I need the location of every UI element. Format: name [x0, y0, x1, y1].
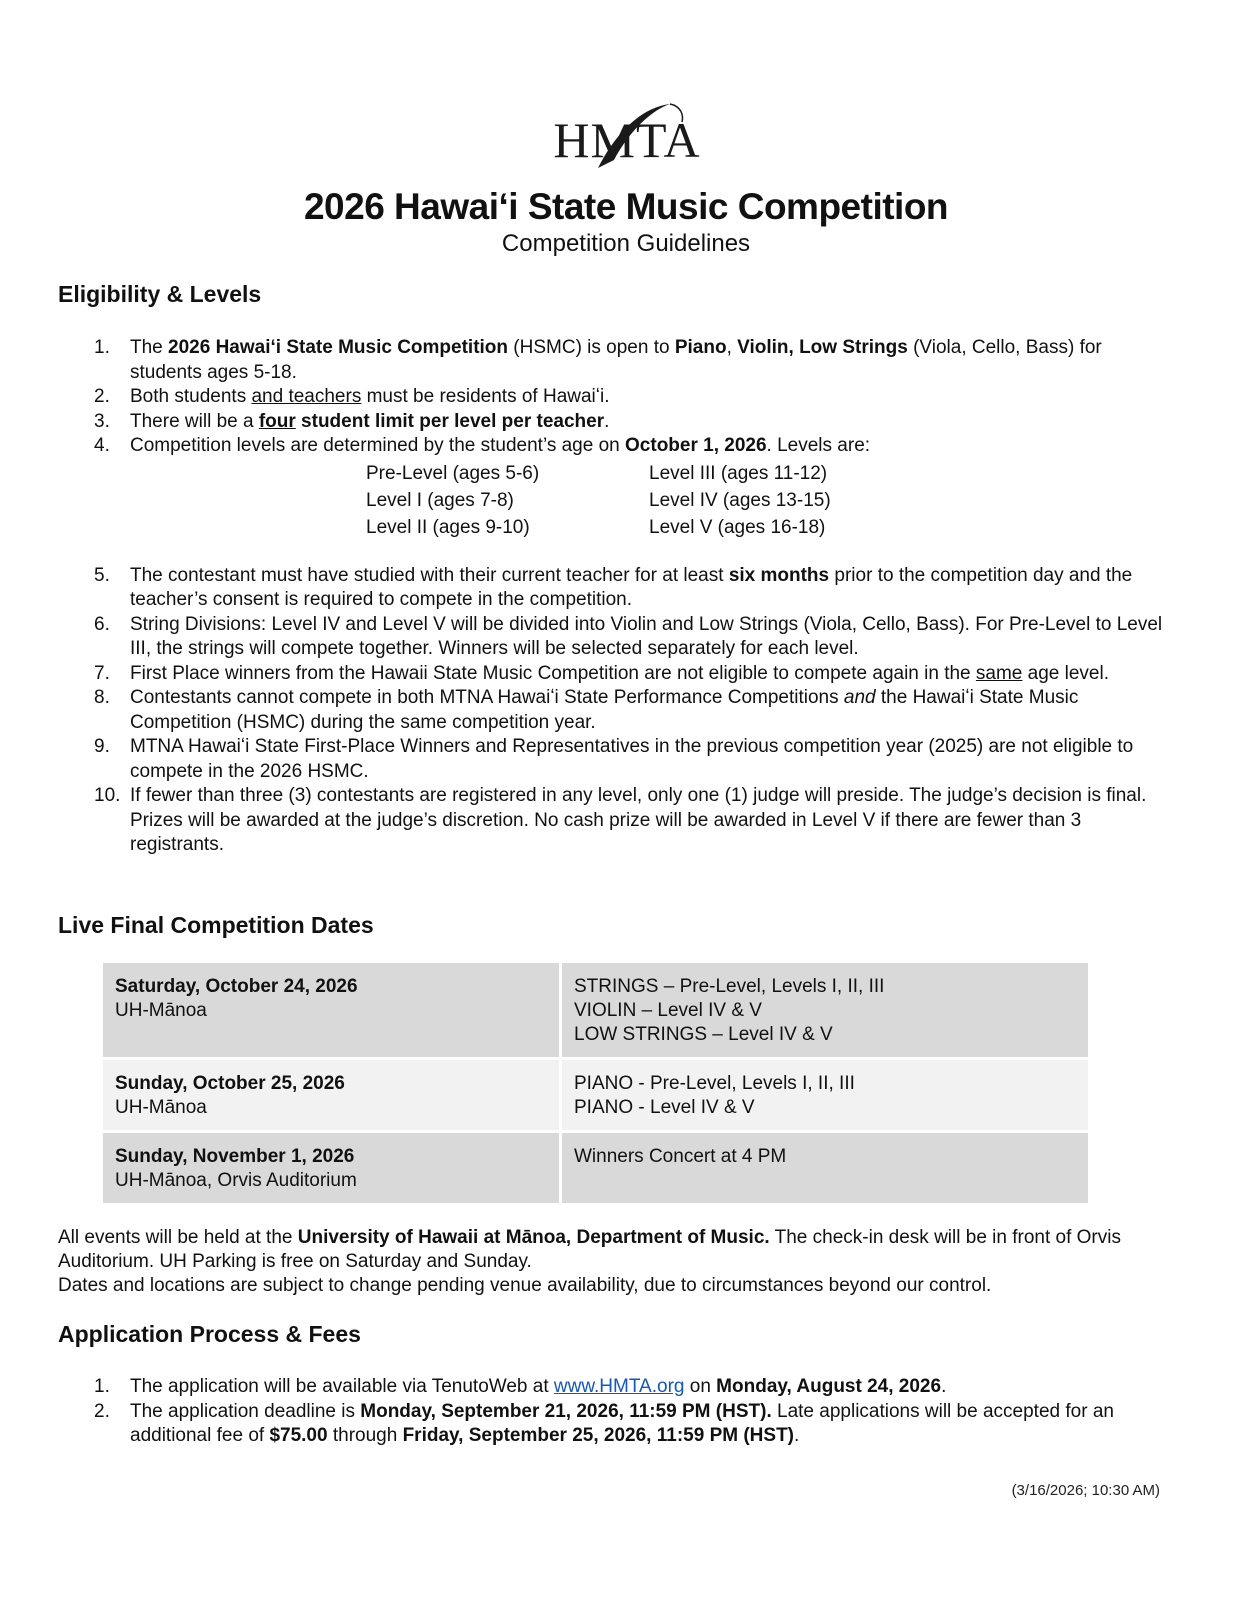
bold-text: Monday, September 21, 2026, 11:59 PM (HST). [360, 1400, 772, 1422]
text: (HSMC) is open to [508, 337, 675, 358]
events-note [58, 1226, 1178, 1298]
levels-right-column [649, 460, 831, 541]
text: prior to the competition day and the teacher’s consent is required to compete in the competition. [130, 564, 1133, 610]
list-number: 3. [94, 410, 110, 432]
hmta-website-link[interactable]: www.HMTA.org [553, 1376, 685, 1397]
list-item [94, 1400, 1154, 1449]
event-text: VIOLIN – Level IV & V [574, 1000, 762, 1021]
list-number: 6. [94, 613, 110, 635]
event-text: LOW STRINGS – Level IV & V [574, 1024, 833, 1045]
text: . Levels are: [766, 435, 871, 456]
list-item [94, 336, 1174, 385]
text: String Divisions: Level IV and Level V will be divided into Violin and Low Strings (Viola, Cello, Bass). For Pre-Level to Level III, the strings will compete together. Winners will be selected separately for each level. [130, 613, 1163, 659]
text: age level. [1022, 662, 1109, 684]
text: There will be a [130, 410, 259, 432]
text: First Place winners from the Hawaii State Music Competition are not eligible to compete again in the [130, 662, 976, 684]
bold-text: six months [728, 564, 830, 586]
table-cell-date [103, 963, 561, 1059]
level-label: Level II (ages 9-10) [366, 516, 530, 538]
bold-text: $75.00 [269, 1425, 328, 1446]
text: MTNA Hawaiʻi State First-Place Winners and Representatives in the previous competition year (2025) are not eligible to compete in the 2026 HSMC. [130, 736, 1134, 782]
text: The application will be available via TenutoWeb at [130, 1376, 554, 1397]
bold-text: student limit per level per teacher [295, 410, 605, 432]
table-row [103, 1132, 1088, 1204]
place-text: UH-Mānoa, Orvis Auditorium [115, 1170, 357, 1191]
table-cell-date [103, 1059, 561, 1132]
revision-timestamp: (3/16/2026; 10:30 AM) [1011, 1482, 1160, 1499]
text: Contestants cannot compete in both MTNA Hawaiʻi State Performance Competitions [130, 687, 844, 708]
bold-text: Friday, September 25, 2026, 11:59 PM (HST) [402, 1425, 794, 1446]
bold-underlined-text: four [258, 410, 296, 432]
bold-text: Monday, August 24, 2026 [716, 1376, 942, 1397]
text: The [130, 337, 169, 358]
date-text: Sunday, October 25, 2026 [115, 1073, 345, 1094]
page-title: 2026 Hawaiʻi State Music Competition [303, 186, 949, 227]
text: If fewer than three (3) contestants are registered in any level, only one (1) judge will preside. The judge’s decision is final. Prizes will be awarded at the judge’s discretion. No cash prize will be awarded in Level V if there are fewer than 3 registrants. [130, 785, 1147, 855]
list-item [94, 613, 1174, 662]
text: Dates and locations are subject to change pending venue availability, due to circumstances beyond our control. [58, 1275, 992, 1296]
text: the Hawaiʻi State Music Competition (HSMC) during the same competition year. [130, 687, 1079, 733]
underlined-text: same [975, 662, 1023, 684]
application-heading: Application Process & Fees [58, 1321, 361, 1347]
text: . [794, 1425, 800, 1446]
bold-text: October 1, 2026 [625, 435, 767, 456]
date-text: Saturday, October 24, 2026 [115, 976, 358, 997]
eligibility-list [94, 336, 1174, 858]
list-item [94, 686, 1174, 735]
text: All events will be held at the [58, 1227, 298, 1248]
text: The check-in desk will be in front of Orvis Auditorium. UH Parking is free on Saturday and Sunday. [58, 1227, 1121, 1272]
dates-heading: Live Final Competition Dates [58, 912, 374, 938]
hmta-logo [552, 100, 702, 180]
bold-text: 2026 Hawaiʻi State Music Competition [168, 337, 509, 358]
text: Both students [130, 386, 252, 407]
list-number: 10. [94, 785, 121, 806]
logo-text: HMTA [553, 112, 701, 168]
application-list [94, 1375, 1154, 1449]
list-item [94, 735, 1174, 784]
table-cell-date [103, 1132, 561, 1204]
list-number: 4. [94, 435, 110, 456]
list-number: 8. [94, 687, 110, 708]
text: Competition levels are determined by the student’s age on [130, 435, 626, 456]
text: on [684, 1376, 717, 1397]
table-cell-events [561, 1059, 1089, 1132]
levels-left-column [366, 460, 539, 541]
text: . [604, 410, 610, 432]
event-text: PIANO - Pre-Level, Levels I, II, III [574, 1073, 855, 1094]
place-text: UH-Mānoa [115, 1000, 207, 1021]
event-text: Winners Concert at 4 PM [574, 1146, 787, 1167]
bold-text: Piano [674, 337, 727, 358]
date-text: Sunday, November 1, 2026 [115, 1146, 355, 1167]
text: (Viola, Cello, Bass) for students ages 5-18. [130, 337, 1102, 383]
text: , [726, 337, 738, 358]
text: The contestant must have studied with their current teacher for at least [130, 564, 729, 586]
list-item [94, 662, 1174, 687]
level-label: Pre-Level (ages 5-6) [366, 462, 540, 484]
level-label: Level III (ages 11-12) [649, 462, 828, 484]
underlined-text: and teachers [251, 386, 362, 407]
level-label: Level V (ages 16-18) [649, 516, 826, 538]
table-cell-events [561, 963, 1089, 1059]
text: through [327, 1425, 403, 1446]
list-item [94, 385, 1174, 410]
italic-text: and [843, 687, 876, 708]
list-item [94, 434, 1174, 544]
list-number: 2. [94, 1400, 110, 1422]
list-number: 5. [94, 564, 110, 586]
bold-text: Violin, Low Strings [737, 337, 908, 358]
page-subtitle: Competition Guidelines [501, 230, 751, 257]
level-label: Level I (ages 7-8) [366, 489, 514, 511]
eligibility-heading: Eligibility & Levels [58, 281, 262, 307]
list-number: 1. [94, 1376, 110, 1397]
list-number: 1. [94, 337, 110, 358]
levels-grid [130, 460, 1174, 544]
place-text: UH-Mānoa [115, 1097, 207, 1118]
list-number: 7. [94, 662, 110, 684]
list-number: 2. [94, 386, 110, 407]
event-text: STRINGS – Pre-Level, Levels I, II, III [574, 976, 885, 997]
bold-text: University of Hawaii at Mānoa, Department of Music. [297, 1227, 770, 1248]
text: . [941, 1376, 947, 1397]
text: must be residents of Hawaiʻi. [361, 386, 610, 407]
list-item [94, 564, 1174, 613]
event-text: PIANO - Level IV & V [574, 1097, 755, 1118]
dates-table [103, 963, 1088, 1203]
level-label: Level IV (ages 13-15) [649, 489, 831, 511]
text: The application deadline is [130, 1400, 361, 1422]
list-item [94, 410, 1174, 435]
table-row [103, 963, 1088, 1059]
text: Late applications will be accepted for an additional fee of [130, 1400, 1114, 1446]
list-number: 9. [94, 736, 110, 757]
table-cell-events [561, 1132, 1089, 1204]
list-item [94, 784, 1174, 858]
table-row [103, 1059, 1088, 1132]
list-item [94, 1375, 1154, 1400]
